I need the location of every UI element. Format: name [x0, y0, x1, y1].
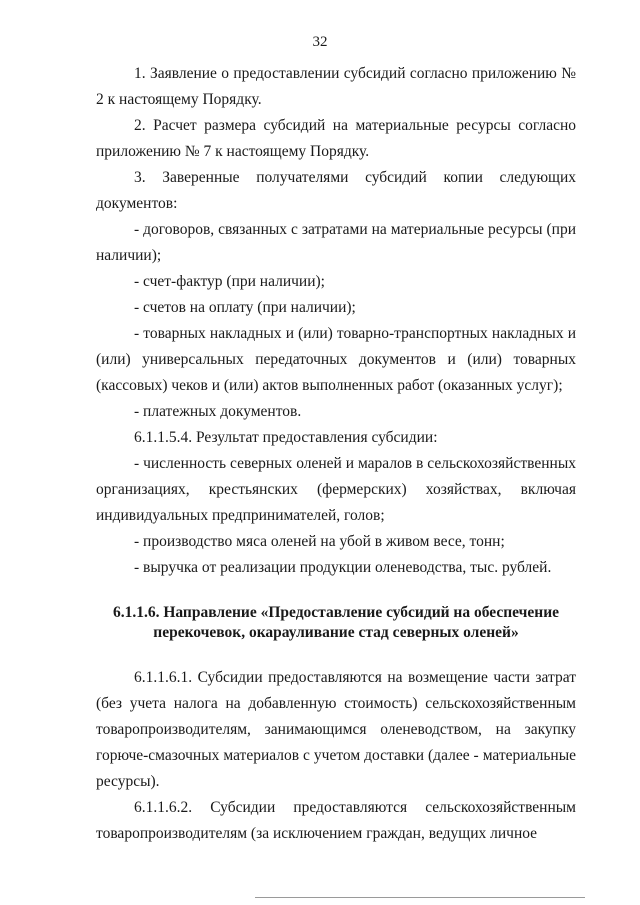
list-item-revenue: - выручка от реализации продукции оленеводства, тыс. рублей.	[134, 559, 552, 576]
list-item-invoices: - счет-фактур (при наличии);	[134, 273, 325, 290]
list-item-payment-documents: - платежных документов.	[134, 403, 302, 420]
bottom-edge-line	[255, 897, 585, 898]
paragraph-subsidy-result: 6.1.1.5.4. Результат предоставления субсидии:	[134, 429, 438, 446]
paragraph-application: 1. Заявление о предоставлении субсидий согласно приложению № 2 к настоящему Порядку.	[96, 65, 576, 108]
section-heading: 6.1.1.6. Направление «Предоставление субсидий на обеспечение перекочевок, окарауливание стад северных оленей»	[112, 604, 560, 641]
paragraph-subsidy-recipients: 6.1.1.6.2. Субсидии предоставляются сельскохозяйственным товаропроизводителям (за исключением граждан, ведущих личное	[96, 799, 576, 842]
paragraph-subsidy-purpose: 6.1.1.6.1. Субсидии предоставляются на возмещение части затрат (без учета налога на добавленную стоимость) сельскохозяйственным товаропроизводителям, занимающимся оленеводством, на закупку горюче-смазочных материалов с учетом доставки (далее - материальные ресурсы).	[96, 669, 576, 790]
heading-spacer	[96, 643, 576, 665]
list-item-waybills: - товарных накладных и (или) товарно-транспортных накладных и (или) универсальных передаточных документов и (или) товарных (кассовых) чеков и (или) актов выполненных работ (оказанных услуг);	[96, 325, 576, 394]
paragraph-certified-copies: 3. Заверенные получателями субсидий копии следующих документов:	[96, 169, 576, 212]
paragraph-calculation: 2. Расчет размера субсидий на материальные ресурсы согласно приложению № 7 к настоящему Порядку.	[96, 117, 576, 160]
document-body	[96, 61, 576, 847]
list-item-reindeer-count: - численность северных оленей и маралов в сельскохозяйственных организациях, крестьянских (фермерских) хозяйствах, включая индивидуальных предпринимателей, голов;	[96, 455, 576, 524]
list-item-payment-bills: - счетов на оплату (при наличии);	[134, 299, 356, 316]
page-number: 32	[312, 34, 328, 50]
list-item-contracts: - договоров, связанных с затратами на материальные ресурсы (при наличии);	[96, 221, 576, 264]
list-item-meat-production: - производство мяса оленей на убой в живом весе, тонн;	[134, 533, 505, 550]
